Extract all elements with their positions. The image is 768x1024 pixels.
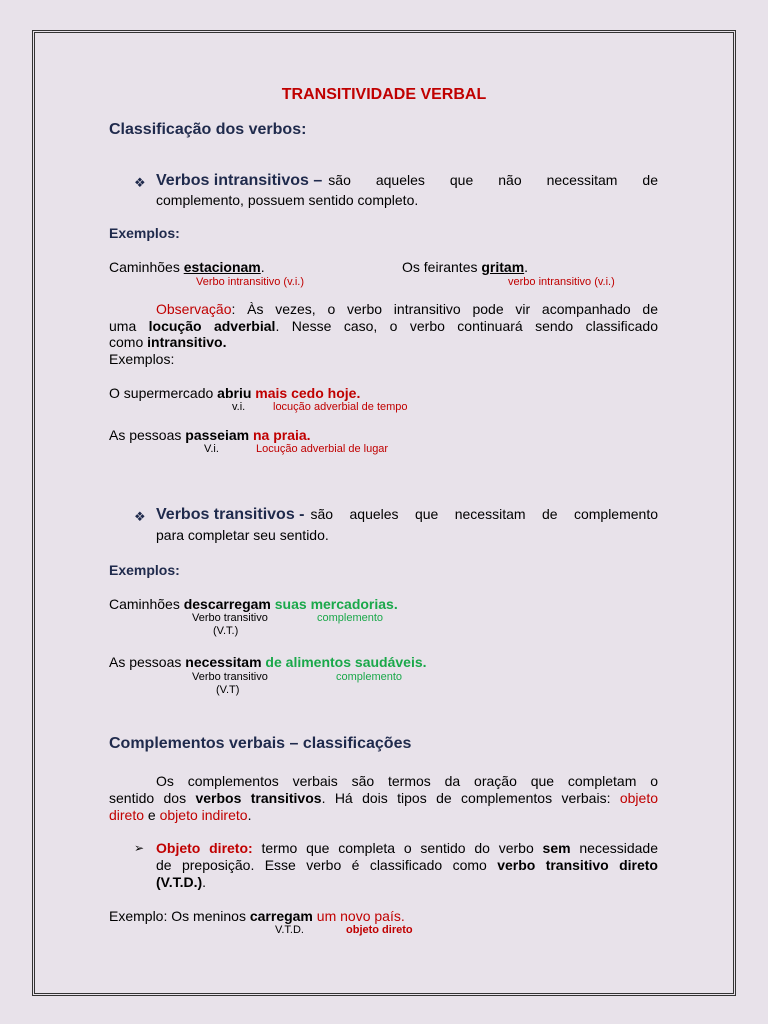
observacao-label: Observação bbox=[156, 301, 232, 317]
transitivos-term: Verbos transitivos - bbox=[156, 506, 305, 523]
paragraph-text: sentido dos bbox=[109, 790, 196, 806]
arrow-bullet-icon: ➢ bbox=[134, 841, 145, 855]
example-passeiam bbox=[109, 427, 311, 443]
paragraph-text: . bbox=[247, 807, 252, 823]
exemplos-label-2: Exemplos: bbox=[109, 562, 180, 578]
example-verb: passeiam bbox=[185, 427, 250, 443]
classificacao-heading: Classificação dos verbos: bbox=[109, 121, 307, 138]
intransitivos-def1: são aqueles que não necessitam de bbox=[328, 172, 658, 188]
note-verbo-intransitivo-1: Verbo intransitivo (v.i.) bbox=[196, 276, 305, 288]
example-verb: estacionam bbox=[183, 259, 261, 275]
paragraph-red: objeto bbox=[619, 790, 659, 806]
note-vt-1: (V.T.) bbox=[213, 625, 239, 637]
paragraph-bold: verbos transitivos bbox=[195, 790, 322, 806]
page-title: TRANSITIVIDADE VERBAL bbox=[281, 86, 487, 103]
example-adverb: mais cedo hoje. bbox=[251, 385, 361, 401]
example-necessitam bbox=[109, 654, 427, 670]
example-complement: suas mercadorias. bbox=[270, 596, 398, 612]
observacao-line3 bbox=[109, 334, 226, 350]
transitivos-def2: para completar seu sentido. bbox=[156, 527, 329, 543]
intransitivos-term: Verbos intransitivos – bbox=[156, 172, 323, 189]
example-descarregam bbox=[109, 596, 398, 612]
paragraph-text: . bbox=[202, 874, 207, 890]
example-verb: carregam bbox=[249, 908, 313, 924]
example-text: As pessoas bbox=[109, 427, 186, 443]
note-vt-2: (V.T) bbox=[216, 684, 240, 696]
paragraph-text: e bbox=[144, 807, 160, 823]
note-vi-1: v.i. bbox=[232, 401, 246, 413]
observacao-text: uma bbox=[109, 318, 149, 334]
transitivos-def1: são aqueles que necessitam de complemento bbox=[310, 506, 658, 522]
intransitivos-def-line1 bbox=[156, 172, 658, 194]
objeto-direto-label: Objeto direto: bbox=[156, 840, 253, 856]
example-complement: de alimentos saudáveis. bbox=[261, 654, 427, 670]
observacao-line1 bbox=[156, 301, 658, 317]
objeto-direto-line1 bbox=[156, 840, 658, 856]
example-abriu bbox=[109, 385, 360, 401]
diamond-bullet-icon: ❖ bbox=[134, 175, 146, 190]
observacao-exemplos: Exemplos: bbox=[109, 351, 175, 367]
note-objeto-direto: objeto direto bbox=[346, 924, 413, 936]
objeto-direto-line2 bbox=[156, 857, 658, 873]
paragraph-bold: sem bbox=[542, 840, 571, 856]
exemplos-label-1: Exemplos: bbox=[109, 225, 180, 241]
complementos-p-line1: Os complementos verbais são termos da oração que completam o bbox=[156, 773, 658, 789]
example-object: um novo país. bbox=[312, 908, 405, 924]
paragraph-bold: (V.T.D.) bbox=[156, 874, 203, 890]
paragraph-text: necessidade bbox=[570, 840, 658, 856]
example-text: Os feirantes bbox=[402, 259, 482, 275]
example-text: Exemplo: Os meninos bbox=[109, 908, 250, 924]
diamond-bullet-icon: ❖ bbox=[134, 509, 146, 524]
example-adverb: na praia. bbox=[249, 427, 311, 443]
note-verbo-intransitivo-2: verbo intransitivo (v.i.) bbox=[508, 276, 615, 288]
note-verbo-transitivo-2: Verbo transitivo bbox=[192, 671, 268, 683]
paragraph-red: direto bbox=[109, 807, 145, 823]
note-complemento-2: complemento bbox=[336, 671, 403, 683]
observacao-bold: locução adverbial bbox=[148, 318, 276, 334]
example-text: Caminhões bbox=[109, 596, 184, 612]
example-end: . bbox=[260, 259, 265, 275]
example-verb: abriu bbox=[217, 385, 252, 401]
example-text: As pessoas bbox=[109, 654, 186, 670]
paragraph-text: . Há dois tipos de complementos verbais: bbox=[321, 790, 620, 806]
objeto-direto-line3 bbox=[156, 874, 206, 890]
note-vi-2: V.i. bbox=[204, 443, 219, 455]
paragraph-text: de preposição. Esse verbo é classificado como bbox=[156, 857, 498, 873]
example-verb: gritam bbox=[481, 259, 525, 275]
paragraph-red: objeto indireto bbox=[159, 807, 248, 823]
intransitivos-def2: complemento, possuem sentido completo. bbox=[156, 192, 419, 208]
example-verb: necessitam bbox=[185, 654, 262, 670]
example-verb: descarregam bbox=[183, 596, 271, 612]
note-verbo-transitivo-1: Verbo transitivo bbox=[192, 612, 268, 624]
note-vtd: V.T.D. bbox=[275, 924, 304, 936]
example-carregam bbox=[109, 908, 405, 924]
transitivos-def-line1 bbox=[156, 506, 658, 528]
example-text: Caminhões bbox=[109, 259, 184, 275]
example-text: O supermercado bbox=[109, 385, 218, 401]
observacao-text: como bbox=[109, 334, 148, 350]
example-gritam bbox=[402, 259, 528, 275]
note-adv-lugar: Locução adverbial de lugar bbox=[256, 443, 389, 455]
complementos-p-line3 bbox=[109, 807, 251, 823]
paragraph-text: termo que completa o sentido do verbo bbox=[252, 840, 543, 856]
complementos-p-line2 bbox=[109, 790, 658, 806]
example-end: . bbox=[524, 259, 529, 275]
paragraph-bold: verbo transitivo direto bbox=[497, 857, 658, 873]
observacao-text: : Às vezes, o verbo intransitivo pode vir acompanhado de bbox=[231, 301, 658, 317]
note-complemento-1: complemento bbox=[317, 612, 384, 624]
example-estacionam bbox=[109, 259, 265, 275]
observacao-bold: intransitivo. bbox=[147, 334, 227, 350]
observacao-text: . Nesse caso, o verbo continuará sendo classificado bbox=[275, 318, 658, 334]
note-adv-tempo: locução adverbial de tempo bbox=[273, 401, 408, 413]
observacao-line2 bbox=[109, 318, 658, 334]
complementos-heading: Complementos verbais – classificações bbox=[109, 735, 412, 752]
